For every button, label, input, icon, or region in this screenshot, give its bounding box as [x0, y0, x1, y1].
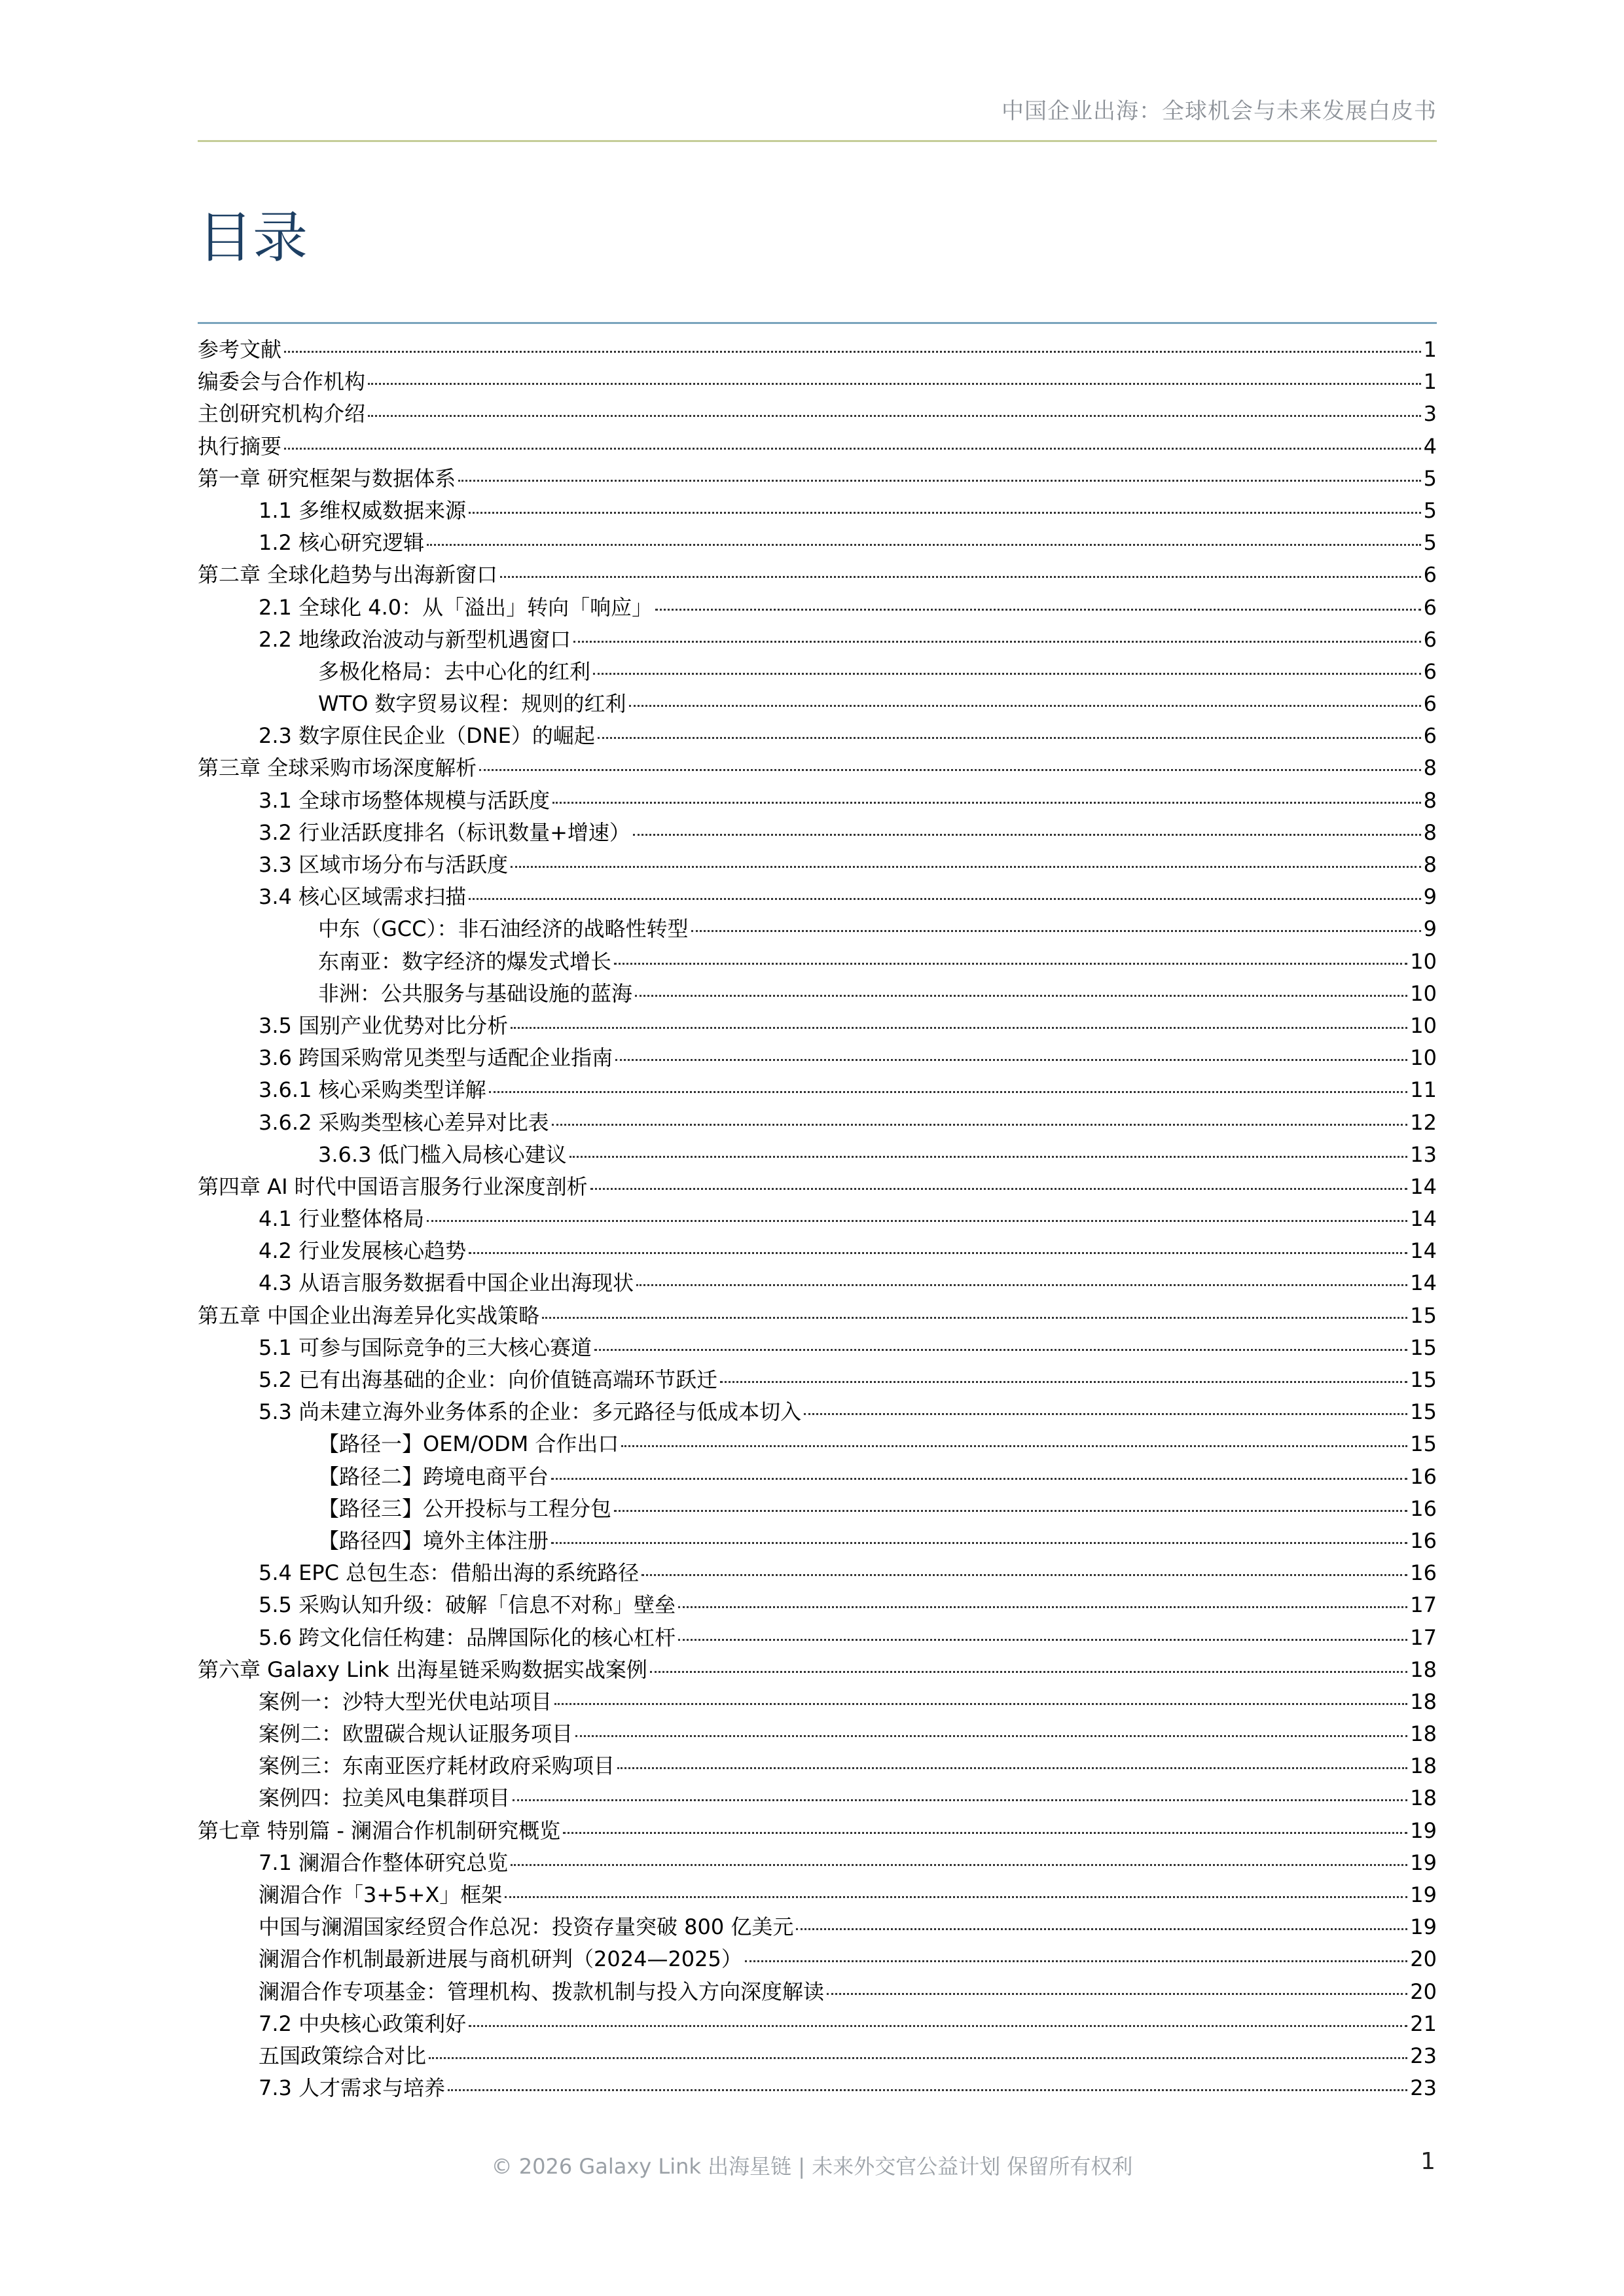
toc-dot-leader: [448, 2089, 1407, 2091]
toc-entry-page: 12: [1410, 1109, 1437, 1135]
toc-entry[interactable]: [198, 2008, 1437, 2040]
toc-entry[interactable]: [198, 1976, 1437, 2008]
toc-entry[interactable]: [198, 1010, 1437, 1042]
toc-entry[interactable]: [198, 2040, 1437, 2072]
toc-entry-page: 18: [1410, 1721, 1437, 1747]
toc-entry-title: 【路径四】境外主体注册: [318, 1528, 549, 1553]
toc-dot-leader: [458, 480, 1420, 482]
toc-entry-title: 【路径三】公开投标与工程分包: [318, 1496, 612, 1521]
toc-dot-leader: [513, 1799, 1407, 1801]
toc-entry-page: 19: [1410, 1850, 1437, 1875]
toc-entry-page: 13: [1410, 1141, 1437, 1167]
toc-entry-title: 澜湄合作「3+5+X」框架: [259, 1882, 503, 1907]
toc-entry[interactable]: [198, 720, 1437, 752]
toc-entry-page: 19: [1410, 1818, 1437, 1843]
toc-entry-title: 2.2 地缘政治波动与新型机遇窗口: [259, 626, 571, 652]
toc-entry[interactable]: [198, 881, 1437, 913]
toc-entry[interactable]: [198, 1847, 1437, 1879]
toc-entry-page: 6: [1423, 723, 1437, 749]
toc-entry[interactable]: [198, 1428, 1437, 1460]
toc-entry[interactable]: [198, 592, 1437, 624]
toc-entry[interactable]: [198, 1654, 1437, 1686]
toc-entry-page: 17: [1410, 1592, 1437, 1618]
toc-entry-title: WTO 数字贸易议程：规则的红利: [318, 691, 626, 717]
toc-entry-title: 非洲：公共服务与基础设施的蓝海: [318, 980, 633, 1006]
toc-entry-page: 18: [1410, 1785, 1437, 1811]
toc-entry-page: 15: [1410, 1431, 1437, 1457]
toc-dot-leader: [469, 898, 1421, 900]
toc-entry-page: 1: [1423, 337, 1437, 362]
toc-entry[interactable]: [198, 1879, 1437, 1911]
toc-dot-leader: [635, 995, 1407, 997]
header-title: 中国企业出海：全球机会与未来发展白皮书: [1001, 98, 1437, 124]
toc-dot-leader: [804, 1413, 1407, 1415]
toc-entry-title: 5.6 跨文化信任构建：品牌国际化的核心杠杆: [259, 1624, 676, 1650]
toc-dot-leader: [551, 1478, 1407, 1480]
toc-entry-title: 编委会与合作机构: [198, 369, 366, 395]
toc-entry[interactable]: [198, 366, 1437, 398]
toc-dot-leader: [629, 705, 1421, 707]
toc-entry-page: 6: [1423, 691, 1437, 717]
toc-entry-title: 4.3 从语言服务数据看中国企业出海现状: [259, 1270, 634, 1296]
toc-entry-title: 【路径二】跨境电商平台: [318, 1463, 549, 1489]
toc-entry-title: 3.4 核心区域需求扫描: [259, 884, 467, 910]
toc-entry-page: 17: [1410, 1624, 1437, 1650]
toc-entry[interactable]: [198, 1364, 1437, 1396]
toc-entry-page: 14: [1410, 1206, 1437, 1232]
toc-entry[interactable]: [198, 1139, 1437, 1171]
toc-entry-title: 第一章 研究框架与数据体系: [198, 465, 456, 491]
toc-entry[interactable]: [198, 495, 1437, 527]
toc-entry-page: 8: [1423, 819, 1437, 845]
toc-entry[interactable]: [198, 1267, 1437, 1299]
footer-copyright: © 2026 Galaxy Link 出海星链 | 未来外交官公益计划 保留所有权利: [491, 2154, 1133, 2179]
toc-entry-title: 3.6 跨国采购常见类型与适配企业指南: [259, 1045, 613, 1071]
toc-entry-title: 主创研究机构介绍: [198, 401, 366, 427]
toc-entry[interactable]: [198, 1750, 1437, 1782]
toc-entry-title: 中国与澜湄国家经贸合作总况：投资存量突破 800 亿美元: [259, 1914, 794, 1940]
toc-entry[interactable]: [198, 1686, 1437, 1718]
page-number: 1: [1420, 2148, 1435, 2175]
toc-entry[interactable]: [198, 1074, 1437, 1106]
toc-entry-title: 中东（GCC）：非石油经济的战略性转型: [318, 916, 689, 942]
toc-entry[interactable]: [198, 527, 1437, 559]
toc-entry[interactable]: [198, 1107, 1437, 1139]
toc-entry[interactable]: [198, 752, 1437, 784]
toc-entry-title: 案例二：欧盟碳合规认证服务项目: [259, 1721, 573, 1747]
toc-entry-page: 15: [1410, 1335, 1437, 1360]
toc-entry-page: 10: [1410, 980, 1437, 1006]
toc-dot-leader: [368, 415, 1421, 417]
toc-dot-leader: [678, 1606, 1407, 1608]
toc-dot-leader: [552, 802, 1421, 804]
toc-entry[interactable]: [198, 559, 1437, 591]
toc-dot-leader: [469, 2025, 1407, 2027]
toc-dot-leader: [469, 1252, 1407, 1254]
toc-entry[interactable]: [198, 1718, 1437, 1750]
toc-entry-title: 1.1 多维权威数据来源: [259, 497, 467, 523]
toc-entry-title: 2.1 全球化 4.0：从「溢出」转向「响应」: [259, 594, 653, 620]
toc-entry-page: 15: [1410, 1399, 1437, 1425]
toc-entry-page: 18: [1410, 1689, 1437, 1714]
toc-dot-leader: [563, 1832, 1407, 1834]
toc-entry-title: 2.3 数字原住民企业（DNE）的崛起: [259, 723, 595, 749]
toc-dot-leader: [554, 1703, 1407, 1705]
toc-entry-title: 五国政策综合对比: [259, 2043, 427, 2068]
toc-entry[interactable]: [198, 1911, 1437, 1943]
toc-entry-title: 【路径一】OEM/ODM 合作出口: [318, 1431, 619, 1457]
toc-entry-page: 5: [1423, 465, 1437, 491]
toc-entry-page: 8: [1423, 755, 1437, 781]
toc-entry-page: 19: [1410, 1882, 1437, 1907]
toc-entry-title: 第六章 Galaxy Link 出海星链采购数据实战案例: [198, 1657, 647, 1682]
toc-entry-page: 9: [1423, 884, 1437, 910]
toc-dot-leader: [427, 1220, 1407, 1222]
toc-entry-page: 18: [1410, 1753, 1437, 1779]
toc-dot-leader: [621, 1445, 1407, 1447]
toc-entry[interactable]: [198, 1300, 1437, 1332]
toc-dot-leader: [551, 1542, 1407, 1544]
toc-entry[interactable]: [198, 785, 1437, 817]
toc-entry-title: 5.2 已有出海基础的企业：向价值链高端环节跃迁: [259, 1367, 718, 1392]
toc-entry-title: 案例三：东南亚医疗耗材政府采购项目: [259, 1753, 615, 1779]
toc-dot-leader: [655, 609, 1421, 611]
toc-dot-leader: [678, 1639, 1407, 1641]
toc-entry-title: 澜湄合作专项基金：管理机构、拨款机制与投入方向深度解读: [259, 1979, 825, 2004]
toc-entry[interactable]: [198, 624, 1437, 656]
toc-heading: 目录: [198, 206, 308, 270]
toc-entry-title: 案例四：拉美风电集群项目: [259, 1785, 511, 1811]
toc-entry-title: 案例一：沙特大型光伏电站项目: [259, 1689, 552, 1714]
toc-entry[interactable]: [198, 913, 1437, 945]
toc-dot-leader: [368, 383, 1421, 385]
toc-entry-title: 第三章 全球采购市场深度解析: [198, 755, 477, 781]
toc-dot-leader: [427, 544, 1421, 546]
toc-entry[interactable]: [198, 1332, 1437, 1364]
toc-dot-leader: [827, 1993, 1407, 1995]
toc-entry[interactable]: [198, 1235, 1437, 1267]
toc-entry[interactable]: [198, 1622, 1437, 1654]
toc-entry-page: 16: [1410, 1528, 1437, 1553]
toc-entry[interactable]: [198, 1943, 1437, 1975]
toc-entry-title: 执行摘要: [198, 433, 282, 459]
toc-entry-page: 11: [1410, 1077, 1437, 1103]
toc-dot-leader: [479, 769, 1420, 771]
toc-entry-title: 5.5 采购认知升级：破解「信息不对称」壁垒: [259, 1592, 676, 1618]
toc-entry-title: 第四章 AI 时代中国语言服务行业深度剖析: [198, 1174, 588, 1199]
toc-entry-page: 23: [1410, 2075, 1437, 2101]
toc-dot-leader: [615, 1059, 1407, 1061]
toc-entry-title: 第二章 全球化趋势与出海新窗口: [198, 562, 498, 588]
toc-dot-leader: [617, 1767, 1407, 1769]
toc-entry[interactable]: [198, 849, 1437, 881]
toc-entry-title: 3.1 全球市场整体规模与活跃度: [259, 787, 550, 813]
toc-entry-page: 14: [1410, 1174, 1437, 1199]
toc-dot-leader: [796, 1928, 1407, 1930]
toc-list: [198, 334, 1437, 2104]
toc-entry-title: 3.5 国别产业优势对比分析: [259, 1013, 509, 1038]
toc-entry-title: 3.2 行业活跃度排名（标讯数量+增速）: [259, 819, 630, 845]
toc-dot-leader: [745, 1960, 1407, 1962]
toc-entry-page: 9: [1423, 916, 1437, 942]
toc-entry[interactable]: [198, 1396, 1437, 1428]
toc-dot-leader: [594, 1349, 1407, 1351]
toc-entry-page: 1: [1423, 369, 1437, 395]
toc-entry-page: 18: [1410, 1657, 1437, 1682]
toc-entry[interactable]: [198, 656, 1437, 688]
toc-entry-title: 3.6.3 低门槛入局核心建议: [318, 1141, 567, 1167]
toc-entry-page: 16: [1410, 1560, 1437, 1586]
toc-entry-page: 3: [1423, 401, 1437, 427]
toc-entry[interactable]: [198, 1203, 1437, 1235]
toc-dot-leader: [614, 963, 1407, 965]
toc-dot-leader: [720, 1381, 1407, 1383]
toc-entry-title: 7.3 人才需求与培养: [259, 2075, 446, 2101]
toc-entry-title: 第七章 特别篇 - 澜湄合作机制研究概览: [198, 1818, 561, 1843]
toc-dot-leader: [598, 737, 1421, 739]
toc-dot-leader: [505, 1896, 1407, 1898]
toc-dot-leader: [691, 930, 1421, 932]
toc-entry-page: 15: [1410, 1302, 1437, 1328]
toc-entry-title: 5.4 EPC 总包生态：借船出海的系统路径: [259, 1560, 640, 1586]
toc-entry[interactable]: [198, 688, 1437, 720]
toc-entry-page: 14: [1410, 1270, 1437, 1296]
toc-entry-title: 3.3 区域市场分布与活跃度: [259, 852, 509, 877]
toc-entry-title: 4.1 行业整体格局: [259, 1206, 425, 1232]
toc-entry-title: 7.1 澜湄合作整体研究总览: [259, 1850, 509, 1875]
toc-entry-title: 5.1 可参与国际竞争的三大核心赛道: [259, 1335, 592, 1360]
header-divider: [198, 140, 1437, 142]
toc-entry-page: 10: [1410, 948, 1437, 974]
toc-entry-page: 14: [1410, 1238, 1437, 1264]
toc-entry[interactable]: [198, 946, 1437, 978]
toc-entry[interactable]: [198, 817, 1437, 849]
toc-entry-page: 10: [1410, 1013, 1437, 1038]
toc-entry-page: 8: [1423, 787, 1437, 813]
toc-entry[interactable]: [198, 1782, 1437, 1814]
toc-entry-title: 4.2 行业发展核心趋势: [259, 1238, 467, 1264]
toc-entry[interactable]: [198, 1042, 1437, 1074]
toc-dot-leader: [569, 1156, 1408, 1158]
toc-dot-leader: [552, 1124, 1408, 1126]
toc-entry-page: 10: [1410, 1045, 1437, 1071]
toc-entry-title: 1.2 核心研究逻辑: [259, 530, 425, 556]
toc-entry[interactable]: [198, 1589, 1437, 1621]
toc-dot-leader: [593, 673, 1421, 675]
toc-entry-page: 6: [1423, 594, 1437, 620]
toc-entry-title: 第五章 中国企业出海差异化实战策略: [198, 1302, 540, 1328]
toc-entry-page: 16: [1410, 1463, 1437, 1489]
toc-entry[interactable]: [198, 463, 1437, 495]
toc-dot-leader: [573, 641, 1421, 643]
toc-dot-leader: [511, 1864, 1407, 1866]
toc-entry[interactable]: [198, 398, 1437, 430]
toc-entry[interactable]: [198, 1461, 1437, 1493]
toc-entry-page: 5: [1423, 530, 1437, 556]
toc-dot-leader: [542, 1317, 1407, 1319]
toc-dot-leader: [284, 448, 1421, 450]
toc-dot-leader: [500, 576, 1420, 578]
toc-entry[interactable]: [198, 1557, 1437, 1589]
toc-entry-page: 6: [1423, 626, 1437, 652]
toc-dot-leader: [614, 1510, 1407, 1512]
toc-entry-page: 8: [1423, 852, 1437, 877]
toc-entry-title: 参考文献: [198, 337, 282, 362]
toc-entry[interactable]: [198, 1525, 1437, 1557]
toc-entry-title: 7.2 中央核心政策利好: [259, 2011, 467, 2036]
toc-entry-title: 3.6.1 核心采购类型详解: [259, 1077, 486, 1103]
toc-entry-title: 3.6.2 采购类型核心差异对比表: [259, 1109, 549, 1135]
toc-entry-page: 5: [1423, 497, 1437, 523]
toc-entry-page: 16: [1410, 1496, 1437, 1521]
toc-dot-leader: [511, 866, 1421, 868]
toc-dot-leader: [641, 1574, 1407, 1576]
toc-entry-title: 多极化格局：去中心化的红利: [318, 658, 591, 684]
toc-entry-title: 东南亚：数字经济的爆发式增长: [318, 948, 612, 974]
toc-dot-leader: [469, 512, 1421, 514]
toc-entry-page: 19: [1410, 1914, 1437, 1940]
toc-entry-page: 6: [1423, 658, 1437, 684]
toc-entry[interactable]: [198, 431, 1437, 463]
toc-dot-leader: [590, 1188, 1408, 1190]
toc-entry-title: 澜湄合作机制最新进展与商机研判（2024—2025）: [259, 1946, 742, 1972]
toc-entry-page: 6: [1423, 562, 1437, 588]
toc-entry[interactable]: [198, 978, 1437, 1010]
toc-dot-leader: [636, 1284, 1407, 1286]
toc-dot-leader: [489, 1091, 1408, 1093]
toc-divider: [198, 322, 1437, 324]
toc-entry-page: 23: [1410, 2043, 1437, 2068]
toc-dot-leader: [650, 1671, 1407, 1673]
toc-dot-leader: [429, 2057, 1407, 2059]
toc-entry-page: 4: [1423, 433, 1437, 459]
toc-entry-page: 21: [1410, 2011, 1437, 2036]
toc-entry-page: 20: [1410, 1979, 1437, 2004]
toc-entry-title: 5.3 尚未建立海外业务体系的企业：多元路径与低成本切入: [259, 1399, 802, 1425]
toc-dot-leader: [633, 834, 1421, 836]
toc-entry[interactable]: [198, 2072, 1437, 2104]
toc-entry-page: 20: [1410, 1946, 1437, 1972]
toc-entry-page: 15: [1410, 1367, 1437, 1392]
toc-entry[interactable]: [198, 334, 1437, 366]
toc-dot-leader: [575, 1735, 1407, 1737]
toc-dot-leader: [284, 351, 1421, 353]
toc-entry[interactable]: [198, 1815, 1437, 1847]
toc-entry[interactable]: [198, 1493, 1437, 1525]
toc-entry[interactable]: [198, 1171, 1437, 1203]
toc-dot-leader: [511, 1027, 1407, 1029]
